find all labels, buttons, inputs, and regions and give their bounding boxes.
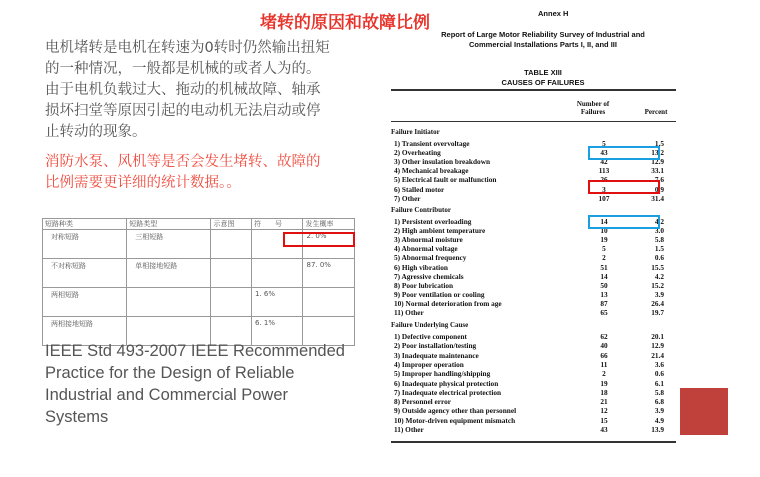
failure-count: 87 — [600, 298, 608, 308]
failure-row — [394, 416, 664, 425]
failure-row — [394, 351, 664, 360]
failure-count: 50 — [600, 280, 608, 290]
highlight-box-red — [588, 180, 660, 194]
cause-label: 1) Defective component — [394, 332, 467, 341]
failure-count: 3 — [602, 184, 606, 194]
cause-label: 9) Outside agency other than personnel — [394, 406, 517, 416]
table-cell: 87. 0% — [303, 259, 355, 288]
cause-label: 4) Improper operation — [394, 359, 464, 369]
section-heading: Failure Initiator — [391, 128, 440, 136]
failure-count: 2 — [602, 369, 606, 379]
failure-percent: 6.1 — [654, 378, 664, 388]
table-cell: 单相接地短路 — [127, 259, 211, 288]
failure-count: 43 — [600, 425, 608, 434]
failure-row — [394, 194, 664, 203]
failure-count: 107 — [598, 193, 610, 203]
table-header: 示意图 — [211, 219, 252, 230]
failure-percent: 33.1 — [651, 166, 664, 176]
report-title: Report of Large Motor Reliability Survey of Industrial and Commercial Installations Parts I, II, and III — [441, 30, 645, 49]
failure-percent: 15.2 — [651, 280, 664, 290]
highlight-box-blue — [588, 146, 660, 160]
table-title — [438, 68, 648, 88]
table-cell: 三相短路 — [127, 230, 211, 259]
cause-label: 2) Poor installation/testing — [394, 341, 477, 351]
failure-percent: 4.2 — [654, 217, 664, 226]
scanned-table-image — [388, 0, 680, 445]
failure-percent: 4.9 — [654, 415, 664, 425]
failure-percent: 6.8 — [654, 397, 664, 407]
failure-row — [394, 332, 664, 341]
cause-label: 7) Other — [394, 193, 421, 203]
section-heading: Failure Contributor — [391, 206, 451, 214]
table-cell: 对称短路 — [43, 230, 127, 259]
table-cell — [211, 288, 252, 317]
failure-count: 12 — [600, 406, 608, 416]
section-heading: Failure Underlying Cause — [391, 321, 469, 329]
failure-percent: 20.1 — [651, 332, 664, 341]
failure-percent: 3.9 — [654, 289, 664, 299]
divider — [391, 121, 676, 122]
failure-row — [394, 166, 664, 175]
failure-row — [394, 263, 664, 272]
cause-label: 6) High vibration — [394, 262, 448, 272]
cause-label: 4) Mechanical breakage — [394, 166, 469, 176]
failure-percent: 31.4 — [651, 193, 664, 203]
table-cell: 两相短路 — [43, 288, 127, 317]
failure-count: 13 — [600, 289, 608, 299]
failure-row — [394, 244, 664, 253]
table-subtitle: CAUSES OF FAILURES — [501, 78, 585, 87]
failure-percent: 3.9 — [654, 406, 664, 416]
failure-percent: 13.2 — [651, 148, 664, 158]
failure-row — [394, 397, 664, 406]
table-cell: 6. 1% — [252, 317, 303, 346]
column-header-number: Number of Failures — [576, 100, 610, 116]
note-text: 消防水泵、风机等是否会发生堵转、故障的比例需要更详细的统计数据。。 — [45, 154, 321, 191]
table-cell — [303, 288, 355, 317]
cause-label: 7) Inadequate electrical protection — [394, 387, 502, 397]
failure-row — [394, 425, 664, 434]
column-header-percent: Percent — [644, 108, 668, 116]
failure-row — [394, 281, 664, 290]
failure-count: 43 — [600, 148, 608, 158]
cause-label: 6) Stalled motor — [394, 184, 445, 194]
failure-count: 14 — [600, 217, 608, 226]
failure-percent: 26.4 — [651, 298, 664, 308]
failure-count: 51 — [600, 262, 608, 272]
table-header: 短路种类 — [43, 219, 127, 230]
failure-row — [394, 379, 664, 388]
cause-label: 8) Personnel error — [394, 397, 452, 407]
failure-count: 42 — [600, 157, 608, 167]
table-header-row — [43, 219, 355, 230]
slide-title: 堵转的原因和故障比例 — [260, 13, 430, 33]
cause-label: 4) Abnormal voltage — [394, 244, 458, 254]
table-cell: 两相接地短路 — [43, 317, 127, 346]
failure-percent: 4.2 — [654, 271, 664, 281]
failure-count: 14 — [600, 271, 608, 281]
table-header: 短路类型 — [127, 219, 211, 230]
failure-count: 2 — [602, 253, 606, 263]
failure-row — [394, 360, 664, 369]
failure-count: 62 — [600, 332, 608, 341]
annex-label: Annex H — [538, 9, 569, 18]
table-cell: 2. 0% — [303, 230, 355, 259]
failure-count: 113 — [598, 166, 610, 176]
failure-count: 21 — [600, 397, 608, 407]
cause-label: 5) Electrical fault or malfunction — [394, 175, 497, 185]
failure-percent: 1.5 — [654, 244, 664, 254]
cause-label: 3) Other insulation breakdown — [394, 157, 491, 167]
failure-row — [394, 299, 664, 308]
cause-label: 3) Inadequate maintenance — [394, 350, 479, 360]
table-number: TABLE XIII — [524, 68, 562, 77]
failure-row — [394, 235, 664, 244]
failure-row — [394, 406, 664, 415]
failure-count: 5 — [602, 244, 606, 254]
failure-count: 5 — [602, 139, 606, 148]
table-cell — [211, 259, 252, 288]
description-text: 电机堵转是电机在转速为0转时仍然输出扭矩的一种情况，一般都是机械的或者人为的。由于电机负载过大、拖动的机械故障、轴承损坏扫堂等原因引起的电动机无法启动或停止转动的现象。 — [45, 40, 330, 140]
failure-count: 10 — [600, 226, 608, 236]
failure-count: 19 — [600, 235, 608, 245]
failure-count: 40 — [600, 341, 608, 351]
failure-percent: 21.4 — [651, 350, 664, 360]
table-cell: 不对称短路 — [43, 259, 127, 288]
failure-percent: 7.6 — [654, 175, 664, 185]
divider — [391, 89, 676, 91]
failure-percent: 0.6 — [654, 253, 664, 263]
table-header: 符 号 — [252, 219, 303, 230]
table-cell — [127, 288, 211, 317]
failure-percent: 3.0 — [654, 226, 664, 236]
cause-label: 9) Poor ventilation or cooling — [394, 289, 485, 299]
cause-label: 5) Abnormal frequency — [394, 253, 467, 263]
cause-label: 6) Inadequate physical protection — [394, 378, 499, 388]
failure-percent: 1.5 — [654, 139, 664, 148]
table-cell — [252, 259, 303, 288]
failure-count: 19 — [600, 378, 608, 388]
reference-text: IEEE Std 493-2007 IEEE Recommended Practice for the Design of Reliable Industrial and Commercial Power Systems — [45, 342, 345, 426]
failure-row — [394, 290, 664, 299]
failure-percent: 0.9 — [654, 184, 664, 194]
cause-label: 2) High ambient temperature — [394, 226, 486, 236]
failure-row — [394, 388, 664, 397]
cause-label: 2) Overheating — [394, 148, 441, 158]
cause-label: 1) Persistent overloading — [394, 217, 472, 226]
failure-percent: 15.5 — [651, 262, 664, 272]
failure-percent: 3.6 — [654, 359, 664, 369]
failure-percent: 5.8 — [654, 235, 664, 245]
cause-label: 5) Improper handling/shipping — [394, 369, 491, 379]
table-row — [43, 288, 355, 317]
failure-percent: 19.7 — [651, 308, 664, 317]
cause-label: 3) Abnormal moisture — [394, 235, 463, 245]
cause-label: 1) Transient overvoltage — [394, 139, 470, 148]
table-cell — [211, 230, 252, 259]
highlight-box-blue — [588, 215, 660, 229]
failure-row — [394, 272, 664, 281]
failure-percent: 0.6 — [654, 369, 664, 379]
divider — [391, 441, 676, 443]
cause-label: 7) Agressive chemicals — [394, 271, 464, 281]
highlight-box-red — [283, 232, 355, 247]
cause-label: 10) Motor-driven equipment mismatch — [394, 415, 516, 425]
failure-count: 15 — [600, 415, 608, 425]
cause-label: 11) Other — [394, 308, 424, 317]
failure-count: 11 — [600, 359, 608, 369]
failure-count: 65 — [600, 308, 608, 317]
failure-row — [394, 341, 664, 350]
failure-percent: 12.9 — [651, 341, 664, 351]
cause-label: 10) Normal deterioration from age — [394, 298, 502, 308]
table-header: 发生概率 — [303, 219, 355, 230]
failure-count: 18 — [600, 387, 608, 397]
cause-label: 11) Other — [394, 425, 424, 434]
failure-row — [394, 253, 664, 262]
decorative-square — [680, 388, 728, 435]
failure-percent: 12.9 — [651, 157, 664, 167]
table-row — [43, 259, 355, 288]
failure-row — [394, 369, 664, 378]
table-cell: 1. 6% — [252, 288, 303, 317]
cause-label: 8) Poor lubrication — [394, 280, 454, 290]
failure-percent: 13.9 — [651, 425, 664, 434]
failure-row — [394, 308, 664, 317]
failure-count: 66 — [600, 350, 608, 360]
failure-count: 26 — [600, 175, 608, 185]
failure-percent: 5.8 — [654, 387, 664, 397]
